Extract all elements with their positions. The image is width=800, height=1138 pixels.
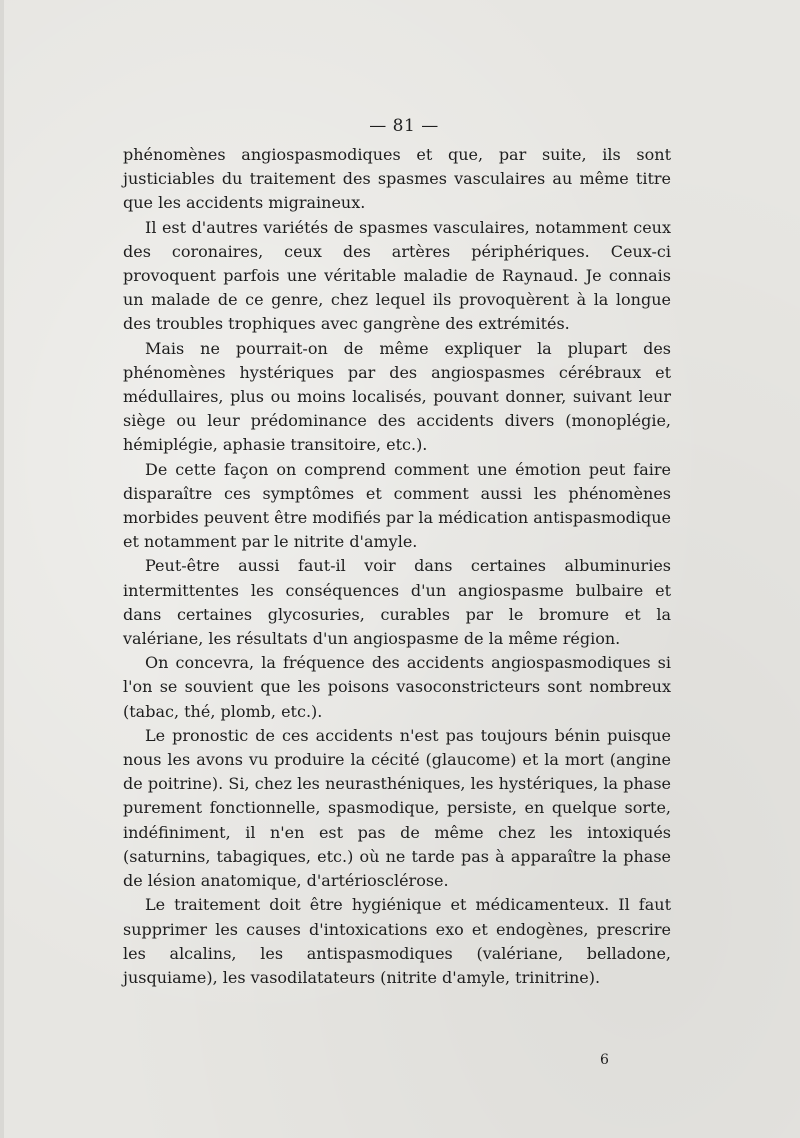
paragraph-3: Mais ne pourrait-on de même expliquer la plupart des phénomènes hystériques par des angiospasmes cérébraux et médullaires, plus ou moins localisés, pouvant donner, suivant leur siège ou leur prédominance des accidents divers (monoplégie, hémiplégie, aphasie transitoire, etc.). (123, 338, 671, 455)
paragraph-4: De cette façon on comprend comment une émotion peut faire disparaître ces symptômes et comment aussi les phénomènes morbides peuvent être modifiés par la médication antispasmodique et notamment par le nitrite d'amyle. (123, 459, 671, 552)
page-number: — 81 — (369, 116, 439, 136)
paragraph-2: Il est d'autres variétés de spasmes vasculaires, notamment ceux des coronaires, ceux des artères périphériques. Ceux-ci provoquent parfois une véritable maladie de Raynaud. Je connais un malade de ce genre, chez lequel ils provoquèrent à la longue des troubles trophiques avec gangrène des extrémités. (123, 217, 671, 334)
paragraph-8: Le traitement doit être hygiénique et médicamenteux. Il faut supprimer les causes d'intoxications exo et endogènes, prescrire les alcalins, les antispasmodiques (valériane, belladone, jusquiame), les vasodilatateurs (nitrite d'amyle, trinitrine). (123, 895, 671, 987)
body-text (123, 143, 671, 990)
paragraph-7: Le pronostic de ces accidents n'est pas toujours bénin puisque nous les avons vu produire la cécité (glaucome) et la mort (angine de poitrine). Si, chez les neurasthéniques, les hystériques, la phase purement fonctionnelle, spasmodique, persiste, en quelque sorte, indéfiniment, il n'en est pas de même chez les intoxiqués (saturnins, tabagiques, etc.) où ne tarde pas à apparaître la phase de lésion anatomique, d'artériosclérose. (123, 725, 671, 891)
paragraph-1: phénomènes angiospasmodiques et que, par suite, ils sont justiciables du traitement des spasmes vasculaires au même titre que les accidents migraineux. (123, 145, 671, 213)
paragraph-6: On concevra, la fréquence des accidents angiospasmodiques si l'on se souvient que les poisons vasoconstricteurs sont nombreux (tabac, thé, plomb, etc.). (123, 653, 671, 721)
signature-mark: 6 (600, 1052, 609, 1068)
paragraph-5: Peut-être aussi faut-il voir dans certaines albuminuries intermittentes les conséquences d'un angiospasme bulbaire et dans certaines glycosuries, curables par le bromure et la valériane, les résultats d'un angiospasme de la même région. (123, 556, 671, 649)
